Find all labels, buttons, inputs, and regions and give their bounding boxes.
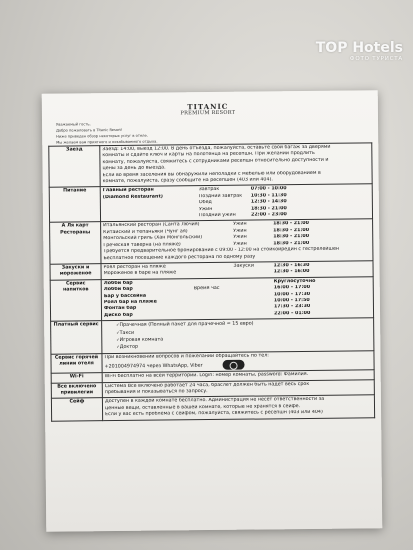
bar-time: 22:00 – 01:00 [274,310,311,317]
section-content [102,395,374,420]
visit-note: Бесплатное посещение каждого ресторана по одному разу [103,254,256,261]
paid-service-item: ✓ Доктор [116,342,371,352]
snack-venue: Роял ресторан на пляже [103,264,166,271]
meal-name: Завтрак [198,187,220,193]
booking-note: Требуется предварительное бронирование с 09:00 - 12:00 на стойкойредин с гестрелейшен [103,246,340,255]
restaurant-meal: Ужин [233,228,247,234]
section-title: Закуски и мороженое [50,264,101,280]
meal-time: 18:30 - 21:00 [250,205,287,212]
restaurant-name: Греческая таверна (на пляже) [103,242,181,248]
meal-time: 12:30 - 14:30 [250,199,287,205]
snack-time: 12:30 - 16:00 [273,269,310,275]
bar-time: 10:00 - 17:50 [273,297,310,304]
bar-name: Лобби бар [103,286,133,293]
section-title: Wi-Fi [51,373,102,383]
bar-name: Фонтан бар [103,306,137,312]
drinks-time-label: Время час [193,286,220,292]
intro-line: Уважаемый гость, [56,122,91,127]
meal-name: Поздний ужин [198,212,236,219]
section-content [101,219,373,263]
text-line: Если у вас есть проблема с сейфом, пожалуйста, свяжитесь с ресепшн (403 или 404) [105,410,323,418]
text-line: пребывания и показываться по запросу. [104,389,208,396]
table-row [49,143,372,188]
section-title: Питание [49,187,100,223]
section-content [102,318,374,353]
restaurant-name: Китайский и тепаньяки (Чунг ая) [103,229,188,236]
restaurant-meal: Ужин [233,234,247,241]
section-content [100,143,372,187]
text-line: Заезд: 14:00, выезд 12:00. В день отъезда, пожалуйста, оставьте свой багаж за дверями [102,144,331,153]
text-line: Система Все включено работает 24 часа, браслет должен быть надет весь срок [104,381,310,389]
services-table [48,142,375,421]
table-row [50,219,373,264]
text-line: комнаты и сдайте ключ и карты на полотенца на ресепшн. При желании продлить [102,151,315,159]
venue-name: Главный ресторан [102,188,154,194]
bar-time: 17:30 – 23:30 [273,304,311,310]
watermark-brand: TOP Hotels [315,40,403,56]
bar-time: Круглосуточно [273,278,316,285]
text-line: комнату, пожалуйста, свяжитесь с сотрудниками ресепшн относительно доступности и [102,157,329,165]
bar-name: Диско бар [104,312,133,318]
bar-time: 16:00 – 17:00 [273,285,311,291]
table-row [51,395,374,421]
restaurant-time: 18:30 - 21:00 [273,234,310,240]
hotel-info-sheet [42,90,383,531]
snack-type [234,270,274,277]
section-title: Сейф [51,398,102,421]
bar-name: Роял бар на пляже [103,299,157,306]
snack-type: Закуски [233,263,254,269]
meal-time: 22:00 - 23:00 [250,212,287,218]
tophotels-watermark [316,40,403,62]
text-line: ценные вещи, оставленные в вашей комнате, которые не хранятся в сейфе. [104,403,301,411]
restaurant-name: Итальянский ресторан (Санта Лючия) [103,222,200,229]
restaurant-time: 18:30 - 21:00 [273,240,310,247]
hotel-logo [178,101,238,117]
intro-line: Добро пожаловать в Titanic Resort! [56,127,123,133]
intro-text [56,119,296,146]
table-row [50,277,373,322]
paid-service-item: ✓ Игровая комната [116,334,371,344]
restaurant-meal: Ужин [233,222,247,228]
restaurant-time: 18:30 - 21:00 [273,227,310,234]
section-title: Сервис горячей линии отеля [51,353,102,373]
meal-name: Поздний завтрак [198,193,243,199]
section-content [101,277,373,321]
logo-brand: TITANIC [187,101,229,112]
venue-name-en: (Diamond Restaurant) [102,194,163,200]
section-title: Платный сервис [51,321,102,354]
hotline-text: При возникновении вопросов и пожеланий обращайтесь по тел: [104,353,269,360]
section-title: Все включено привилегии [51,382,102,398]
bar-name: Лобби бар [103,280,133,286]
snack-time: 12:30 - 16:30 [273,262,310,269]
logo-sub: PREMIUM RESORT [180,109,236,117]
table-row [49,184,372,222]
intro-line: Мы желаем вам приятного и незабываемого отдыха. [56,139,158,145]
watermark-caption: ФОТО ТУРИСТА [349,56,403,62]
section-title: Заезд [49,146,100,188]
hotline-phone: +201004974974 через WhatsApp, Viber [104,363,203,370]
bar-time: 10:00 – 17:30 [273,291,311,297]
section-title: А Ля карт Рестораны [50,222,101,264]
section-content [100,184,372,222]
text-line: Доступен в каждой комнате бесплатно. Администрация не несет ответственности за [104,397,325,405]
bar-name: Бар у бассейна [103,293,147,299]
text-line: комнате, пожалуйста, сразу сообщите на ресепшен (403 или 404). [102,177,273,185]
restaurant-time: 18:30 - 21:00 [273,221,309,227]
meal-time: 07:00 - 10:00 [250,186,287,193]
restaurant-name: Монгольский гриль (Хан Монгольский) [103,235,203,242]
text-line: цены за день до выезда. [102,165,166,172]
table-row [51,318,374,354]
restaurant-meal: Ужин [233,241,247,247]
intro-line: Ниже приведен обзор некоторых услуг в отеле. [56,133,148,139]
whatsapp-icon [223,360,245,370]
snack-venue: Мороженое в баре на пляже [103,270,177,277]
meal-name: Обед [198,200,212,206]
text-line: Если во время заселения вы обнаружили неполадки с мебелью или оборудованием в [102,170,321,178]
meal-name: Ужин [198,206,213,212]
section-title: Сервис напитков [50,279,101,321]
paid-service-item: ✓ Прачечная (Полный пакет для прачечной = 15 евро) [116,319,371,329]
paid-service-item: ✓ Такси [116,327,371,337]
wifi-text: Wi-Fi бесплатно на всей территории. Login: номер комнаты, password: Фамилия. [104,372,309,380]
meal-time: 10:30 - 11:30 [250,193,287,199]
